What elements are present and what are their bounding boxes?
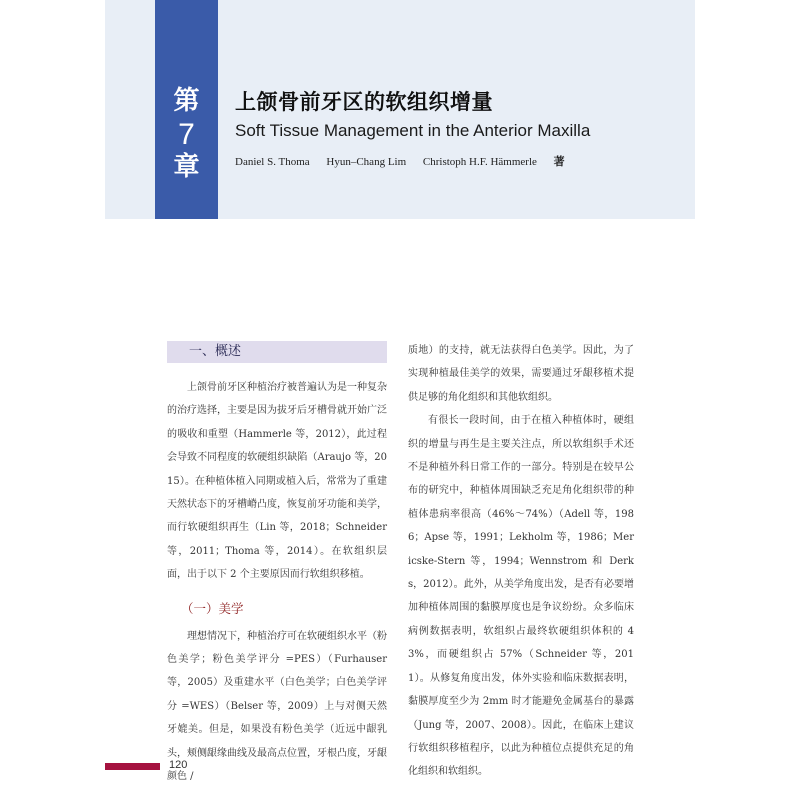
- chapter-label: [155, 85, 218, 184]
- overview-paragraph: 上颌骨前牙区种植治疗被普遍认为是一种复杂的治疗选择，主要是因为拔牙后牙槽骨就开始广泛的吸收和重塑（Hammerle 等，2012），此过程会导致不同程度的软硬组织缺陷（Araujo 等，2015）。在种植体植入同期或植入后，常常为了重建天然状态下的牙槽嵴凸度，恢复前牙功能和美学，而行软硬组织再生（Lin 等，2018；Schneider 等，2011；Thoma 等，2014）。在软组织层面，出于以下 2 个主要原因而行软组织移植。: [167, 382, 387, 581]
- soft-tissue-paragraph: 有很长一段时间，由于在植入种植体时，硬组织的增量与再生是主要关注点，所以软组织手术还不是种植外科日常工作的一部分。特别是在较早公布的研究中，种植体周围缺乏充足角化组织带的种植体患病率很高（46%～74%）（Adell 等，1986；Apse 等，1991；Lekholm 等，1986；Mericske-Stern 等，1994；Wennstrom 和 Derks，2012）。此外，从美学角度出发，是否有必要增加种植体周围的黏膜厚度也是争议纷纷。众多临床病例数据表明，软组织占最终软硬组织体积的 43%，而硬组织占 57%（Schneider 等，2011）。从修复角度出发，体外实验和临床数据表明，黏膜厚度至少为 2mm 时才能避免金属基台的暴露（Jung 等，2007、2008）。因此，在临床上建议行软组织移植程序，以此为种植位点提供充足的角化组织和软组织。: [408, 415, 634, 778]
- chapter-char-di: 第: [173, 86, 200, 116]
- aesthetics-paragraph: 理想情况下，种植治疗可在软硬组织水平（粉色美学；粉色美学评分 =PES）（Furhauser 等，2005）及重建水平（白色美学；白色美学评分 =WES）（Belser 等，2009）上与对侧天然牙媲美。但是，如果没有粉色美学（近远中龈乳头，颊侧龈缘曲线及最高点位置，牙根凸度，牙龈颜色 /: [167, 630, 387, 783]
- chapter-title-chinese: 上颌骨前牙区的软组织增量: [235, 90, 493, 114]
- author-2: Hyun–Chang Lim: [326, 156, 407, 168]
- chapter-title-english: Soft Tissue Management in the Anterior Maxilla: [235, 121, 591, 140]
- page-number: 120: [169, 759, 188, 771]
- author-1: Daniel S. Thoma: [235, 156, 310, 168]
- authors-line: [235, 153, 565, 169]
- continued-paragraph: 质地）的支持，就无法获得白色美学。因此，为了实现种植最佳美学的效果，需要通过牙龈移植术提供足够的角化组织和其他软组织。: [408, 345, 634, 403]
- page-number-bar: [105, 763, 160, 770]
- author-3: Christoph H.F. Hämmerle: [422, 156, 537, 168]
- author-suffix: 著: [553, 155, 565, 168]
- right-column: [408, 339, 634, 784]
- left-column: [167, 337, 387, 789]
- section-heading-overview: 一、概述: [167, 341, 387, 363]
- chapter-char-zhang: 章: [173, 152, 200, 182]
- chapter-number: 7: [178, 118, 195, 151]
- subsection-heading-aesthetics: （一）美学: [181, 600, 244, 616]
